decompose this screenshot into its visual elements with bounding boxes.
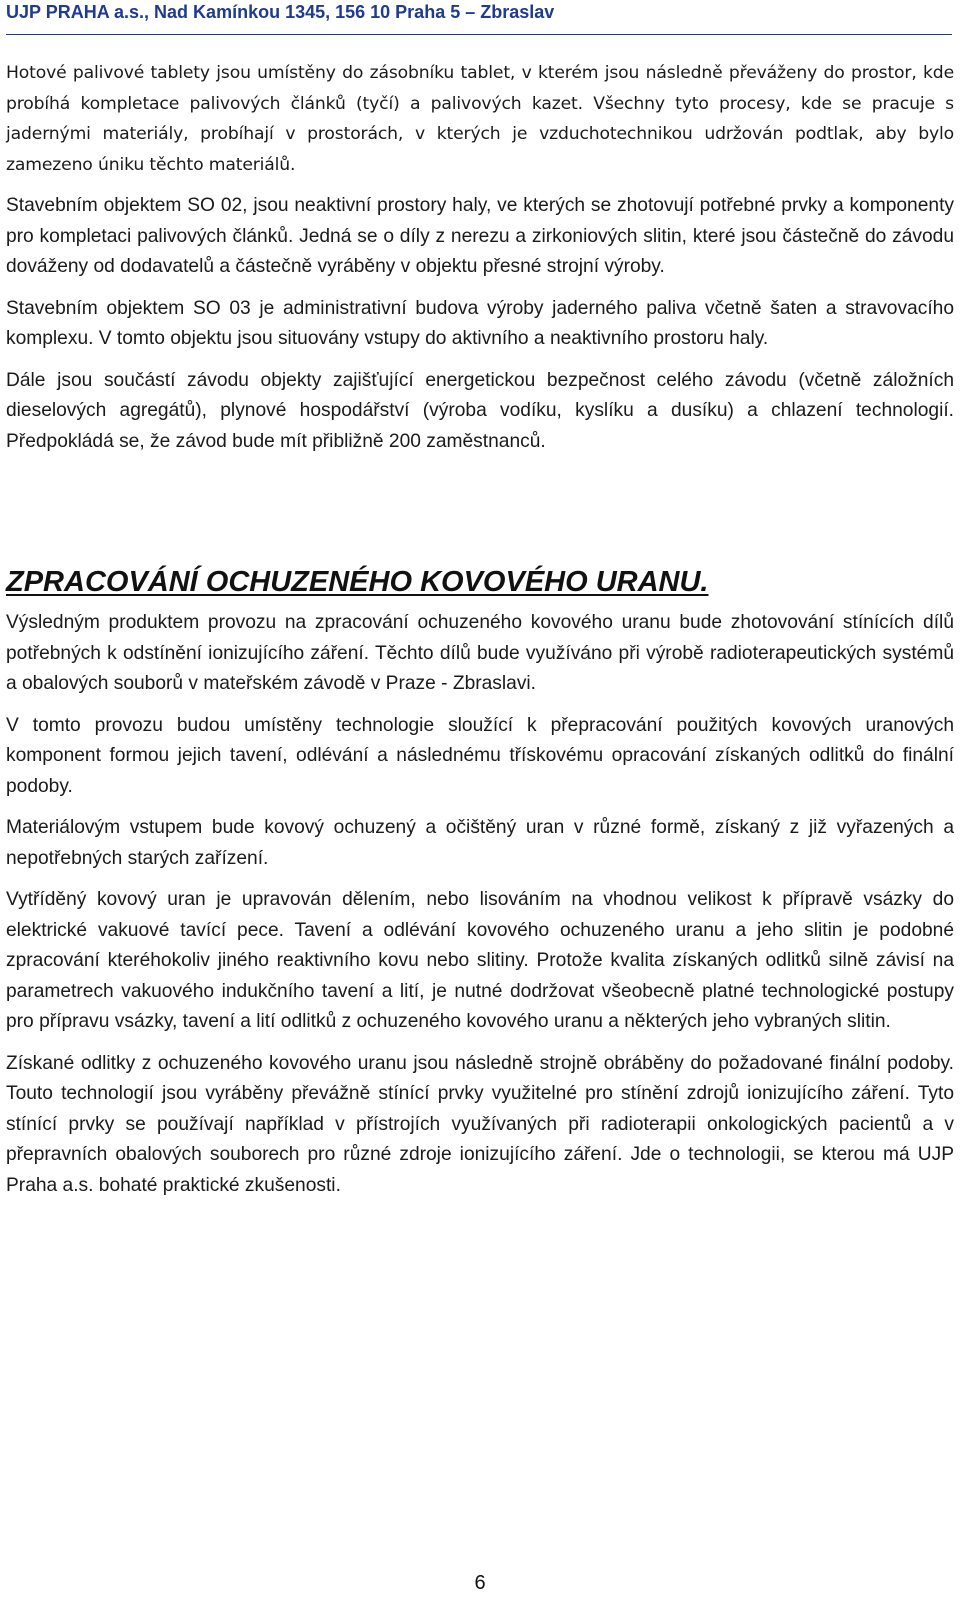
header-divider: [6, 34, 952, 35]
paragraph-technology: V tomto provozu budou umístěny technologie sloužící k přepracování použitých kovových uranových komponent formou jejich tavení, odlévání a následnému třískovému opracování získaných odlitků do finální podoby.: [6, 714, 954, 797]
page-header-title: UJP PRAHA a.s., Nad Kamínkou 1345, 156 10 Praha 5 – Zbraslav: [6, 2, 555, 22]
paragraph-machining: Získané odlitky z ochuzeného kovového uranu jsou následně strojně obráběny do požadované finální podoby. Touto technologií jsou vyráběny převážně stínící prvky využitelné pro stínění zdrojů ionizujícího záření. Tyto stínící prvky se používají například v přístrojích využívaných při radioterapii onkologických pacientů a v přepravních obalových souborech pro různé zdroje ionizujícího záření. Jde o technologii, se kterou má UJP Praha a.s. bohaté praktické zkušenosti.: [6, 1052, 954, 1196]
page-number: 6: [474, 1572, 486, 1594]
paragraph-so-02: Stavebním objektem SO 02, jsou neaktivní prostory haly, ve kterých se zhotovují potřebné prvky a komponenty pro kompletaci palivových článků. Jedná se o díly z nerezu a zirkoniových slitin, které jsou částečně do závodu dováženy od dodavatelů a částečně vyráběny v objektu přesné strojní výroby.: [6, 195, 954, 277]
paragraph-product: Výsledným produktem provozu na zpracování ochuzeného kovového uranu bude zhotovování stínících dílů potřebných k odstínění ionizujícího záření. Těchto dílů bude využíváno při výrobě radioterapeutických systémů a obalových souborů v mateřském závodě v Praze - Zbraslavi.: [6, 612, 954, 694]
section-heading: ZPRACOVÁNÍ OCHUZENÉHO KOVOVÉHO URANU.: [6, 566, 709, 598]
paragraph-fuel-tablets: Hotové palivové tablety jsou umístěny do zásobníku tablet, v kterém jsou následně převáženy do prostor, kde probíhá kompletace palivových článků (tyčí) a palivových kazet. Všechny tyto procesy, kde se pracuje s jadernými materiály, probíhají v prostorách, v kterých je vzduchotechnikou udržován podtlak, aby bylo zamezeno úniku těchto materiálů.: [6, 63, 954, 175]
paragraph-melting: Vytříděný kovový uran je upravován dělením, nebo lisováním na vhodnou velikost k přípravě vsázky do elektrické vakuové tavící pece. Tavení a odlévání kovového ochuzeného uranu a jeho slitin je podobné zpracování kteréhokoliv jiného reaktivního kovu nebo slitiny. Protože kvalita získaných odlitků silně závisí na parametrech vakuového indukčního tavení a lití, je nutné dodržovat všeobecně platné technologické postupy pro přípravu vsázky, tavení a lití odlitků z ochuzeného kovového uranu a některých jeho vybraných slitin.: [6, 889, 954, 1032]
document-body: [6, 58, 954, 1212]
paragraph-energy-security: Dále jsou součástí závodu objekty zajišťující energetickou bezpečnost celého závodu (včetně záložních dieselových agregátů), plynové hospodářství (výroba vodíku, kyslíku a dusíku) a chlazení technologií. Předpokládá se, že závod bude mít přibližně 200 zaměstnanců.: [6, 369, 954, 452]
paragraph-material-input: Materiálovým vstupem bude kovový ochuzený a očištěný uran v různé formě, získaný z již vyřazených a nepotřebných starých zařízení.: [6, 817, 954, 869]
paragraph-so-03: Stavebním objektem SO 03 je administrativní budova výroby jaderného paliva včetně šaten a stravovacího komplexu. V tomto objektu jsou situovány vstupy do aktivního a neaktivního prostoru haly.: [6, 297, 954, 349]
